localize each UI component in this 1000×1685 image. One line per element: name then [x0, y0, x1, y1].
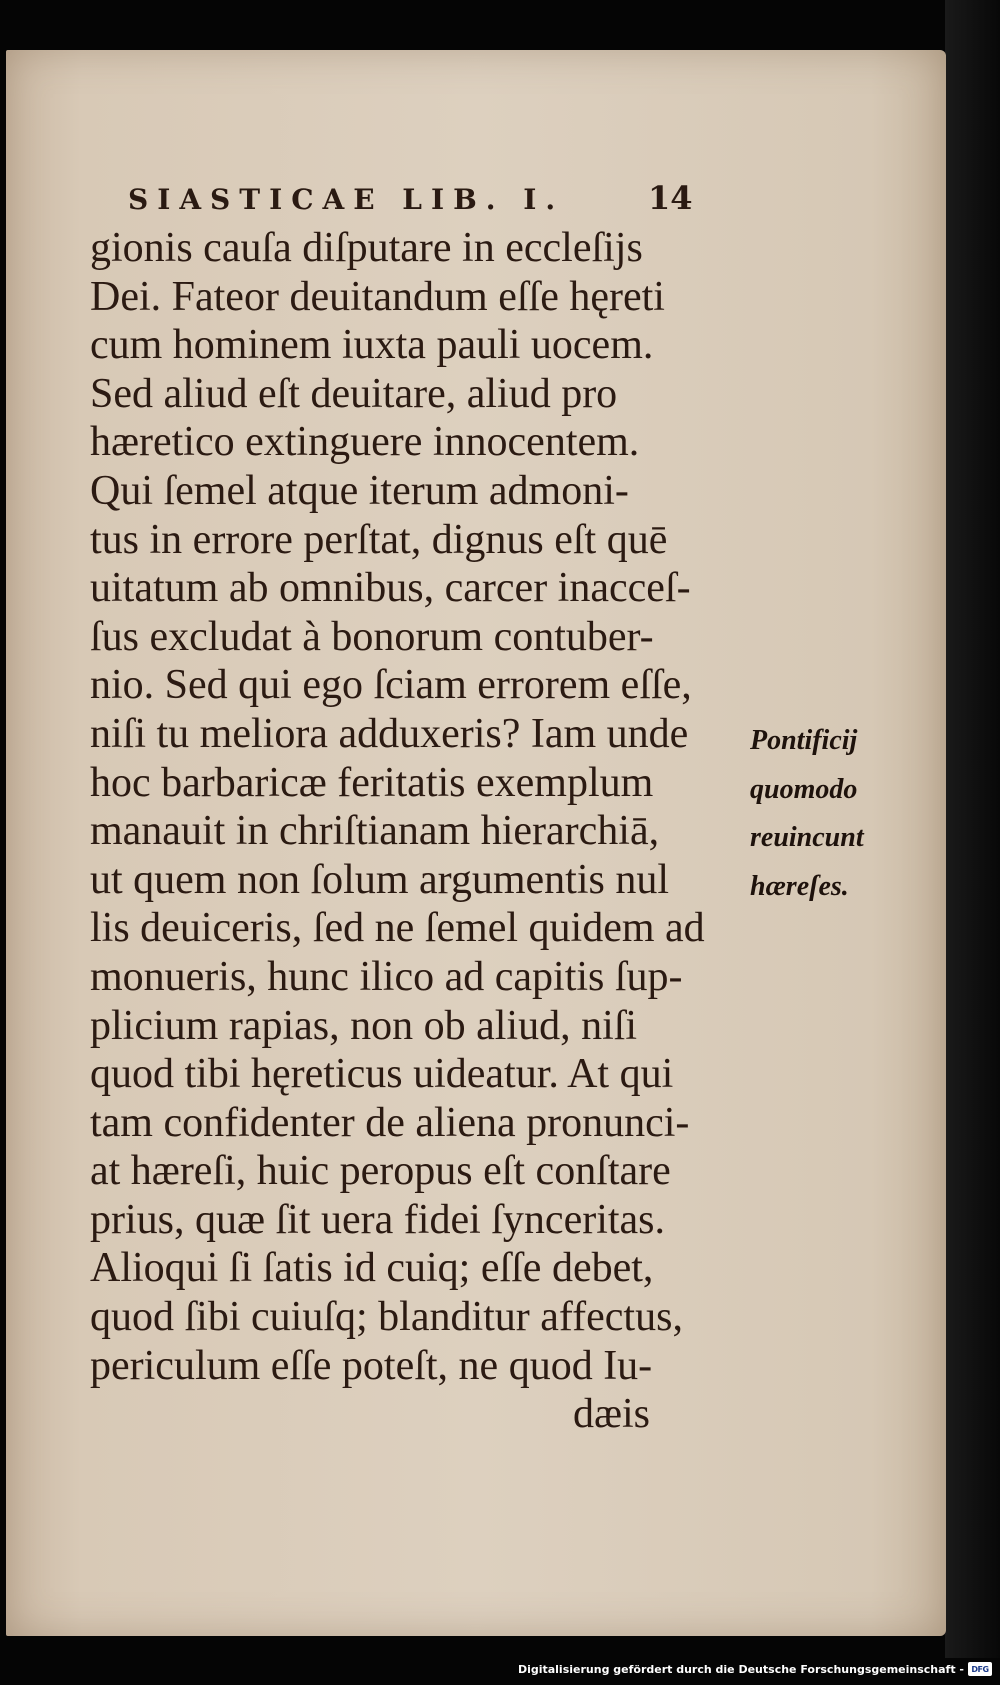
text-line: ut quem non ſolum argumentis nul: [90, 856, 670, 903]
catchword: dæis: [572, 1391, 650, 1438]
running-header: [128, 179, 698, 223]
text-line: Sed aliud eſt deuitare, aliud pro: [90, 370, 618, 417]
text-line: lis deuiceris, ſed ne ſemel quidem ad: [90, 905, 705, 952]
marginal-line: quomodo: [750, 773, 858, 805]
funding-credit: Digitalisierung gefördert durch die Deutsche Forschungsgemeinschaft -: [517, 1663, 964, 1676]
marginal-note: [750, 717, 930, 911]
text-line: nio. Sed qui ego ſciam errorem eſſe,: [90, 662, 692, 709]
text-line: at hæreſi, huic peropus eſt conſtare: [90, 1148, 671, 1195]
text-line: cum hominem iuxta pauli uocem.: [90, 322, 654, 369]
text-line: Qui ſemel atque iterum admoni-: [90, 467, 629, 514]
marginal-line: Pontificij: [750, 725, 858, 756]
marginal-line: hæreſes.: [750, 870, 849, 902]
text-line: niſi tu meliora adduxeris? Iam unde: [90, 710, 689, 757]
page-number: 14: [648, 179, 693, 217]
text-line: hoc barbaricæ feritatis exemplum: [90, 759, 654, 806]
text-line: tus in errore perſtat, dignus eſt quē: [90, 516, 668, 563]
marginal-line: reuincunt: [750, 822, 864, 854]
text-line: manauit in chriſtianam hierarchiā,: [90, 808, 660, 855]
text-line: Alioqui ſi ſatis id cuiq; eſſe debet,: [90, 1245, 654, 1292]
text-line: gionis cauſa diſputare in eccleſijs: [90, 225, 643, 271]
text-line: tam confidenter de aliena pronunci-: [90, 1099, 690, 1146]
text-line: uitatum ab omnibus, carcer inacceſ-: [90, 565, 691, 612]
dfg-logo-icon: [968, 1662, 992, 1676]
text-line: monueris, hunc ilico ad capitis ſup-: [90, 953, 683, 1000]
dfg-logo-text: DFG: [971, 1664, 989, 1674]
text-line: Dei. Fateor deuitandum eſſe hęreti: [90, 273, 665, 320]
book-edge: [945, 0, 1000, 1685]
text-line: periculum eſſe poteſt, ne quod Iu-: [90, 1342, 653, 1389]
main-text: [90, 224, 740, 1439]
text-line: ſus excludat à bonorum contuber-: [90, 613, 654, 660]
running-title: SIASTICAE LIB. I.: [128, 183, 565, 216]
text-line: plicium rapias, non ob aliud, niſi: [90, 1002, 638, 1049]
text-line: prius, quæ ſit uera fidei ſynceritas.: [90, 1196, 666, 1243]
text-line: quod tibi hęreticus uideatur. At qui: [90, 1051, 674, 1098]
text-line: hæretico extinguere innocentem.: [90, 419, 640, 466]
text-line: quod ſibi cuiuſq; blanditur affectus,: [90, 1294, 683, 1341]
